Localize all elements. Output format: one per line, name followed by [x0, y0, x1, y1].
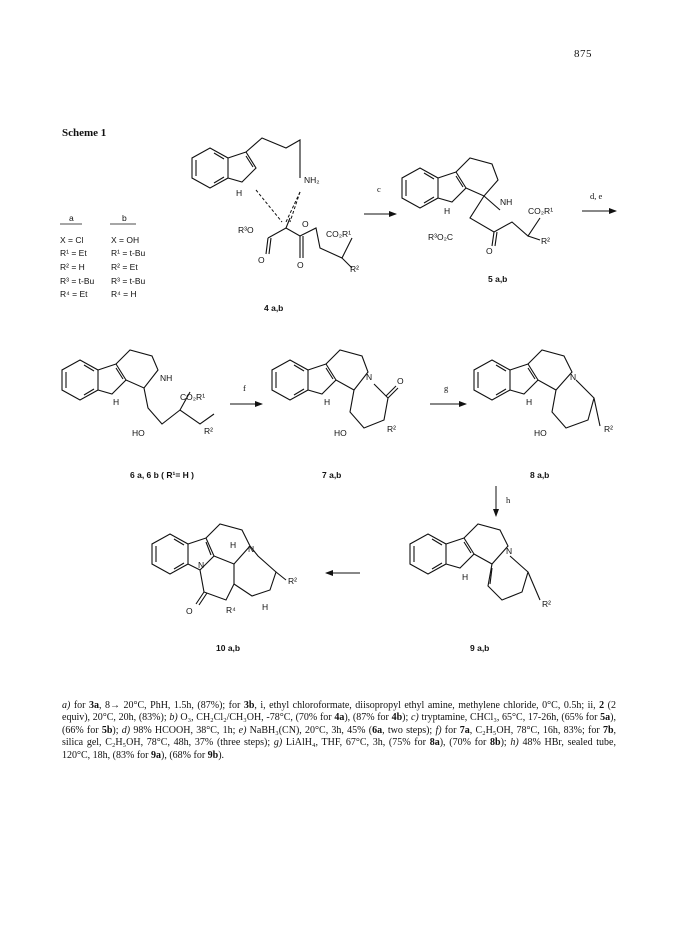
compound-6-label: 6 a, 6 b ( R¹= H ) — [130, 470, 194, 480]
c4-co2r1: CO₂R¹ — [326, 229, 352, 239]
c4-o2: O — [258, 255, 265, 265]
compound-8-label: 8 a,b — [530, 470, 550, 480]
c6-r2: R² — [204, 426, 213, 436]
legend-a-3: R³ = t-Bu — [60, 276, 95, 286]
c10-h-top: H — [230, 540, 237, 550]
c5-nh: NH — [500, 197, 513, 207]
c4-o1: O — [302, 219, 309, 229]
legend-b-1: R¹ = t-Bu — [111, 248, 146, 258]
c10-n: N — [248, 544, 255, 554]
c7-h: H — [324, 397, 331, 407]
c4-r2: R² — [350, 264, 359, 274]
legend-a-1: R¹ = Et — [60, 248, 87, 258]
c7-n: N — [366, 372, 373, 382]
arrow-de-label: d, e — [590, 191, 603, 201]
c5-co2r1: CO₂R¹ — [528, 206, 554, 216]
arrow-c-label: c — [377, 184, 381, 194]
c8-n: N — [570, 372, 577, 382]
c7-o: O — [397, 376, 404, 386]
c5-r3o2c: R³O₂C — [428, 232, 454, 242]
c8-r2: R² — [604, 424, 613, 434]
reaction-conditions-footnote: a) for 3a, 8→ 20°C, PhH, 1.5h, (87%); for 3b, i, ethyl chloroformate, diisopropyl ethyl amine, methylene chloride, 0°C, 0.5h; ii, 2 (2 equiv), 20°C, 20h, (83%); b) O₃, CH₂Cl₂/CH₃OH, -78°C, (70% for 4a), (87% for 4b); c) tryptamine, CHCl₃, 65°C, 17-26h, (65% for 5a), (66% for 5b); d) 98% HCOOH, 38°C, 1h; e) NaBH₃(CN), 20°C, 3h, 45% (6a, two steps); f) for 7a, C₂H₅OH, 78°C, 16h, 83%; for 7b, silica gel, C₂H₅OH, 78°C, 48h, 37% (three steps); g) LiAlH₄, THF, 67°C, 3h, (75% for 8a), (70% for 8b); h) 48% HBr, sealed tube, 120°C, 18h, (83% for 9a), (68% for 9b). — [62, 700, 617, 761]
c9-r2: R² — [542, 599, 551, 609]
c10-o: O — [186, 606, 193, 616]
c10-r4: R⁴ — [226, 605, 236, 615]
c4-r3o: R³O — [238, 225, 254, 235]
compound-9-structure — [410, 524, 540, 600]
compound-10-structure — [152, 524, 286, 605]
legend-a-0: X = Cl — [60, 235, 84, 245]
compound-10-label: 10 a,b — [216, 643, 241, 653]
legend-col-b-header: b — [122, 213, 127, 223]
c5-r2: R² — [541, 236, 550, 246]
legend-a-4: R⁴ = Et — [60, 289, 88, 299]
page-number: 875 — [574, 48, 592, 60]
c5-o: O — [486, 246, 493, 256]
c4-nh2: NH₂ — [304, 175, 320, 185]
legend-b-2: R² = Et — [111, 262, 138, 272]
c4-h: H — [236, 188, 243, 198]
legend-b-4: R⁴ = H — [111, 289, 137, 299]
compound-7-structure — [272, 350, 398, 428]
compound-5-structure — [402, 158, 540, 246]
compound-7-label: 7 a,b — [322, 470, 342, 480]
c4-o3: O — [297, 260, 304, 270]
c10-h-bottom: H — [262, 602, 269, 612]
compound-9-label: 9 a,b — [470, 643, 490, 653]
compound-4-label: 4 a,b — [264, 303, 284, 313]
legend-b-0: X = OH — [111, 235, 140, 245]
c6-nh: NH — [160, 373, 173, 383]
c6-ho: HO — [132, 428, 145, 438]
legend-col-a-header: a — [69, 213, 74, 223]
c8-h: H — [526, 397, 533, 407]
c10-n2: N — [198, 560, 205, 570]
compound-6-structure — [62, 350, 214, 424]
c6-co2r1: CO₂R¹ — [180, 392, 206, 402]
c8-ho: HO — [534, 428, 547, 438]
c9-n: N — [506, 546, 513, 556]
legend-b-3: R³ = t-Bu — [111, 276, 146, 286]
compound-4-structure — [192, 138, 352, 268]
c7-r2: R² — [387, 424, 396, 434]
c6-h: H — [113, 397, 120, 407]
compound-8-structure — [474, 350, 600, 428]
c7-ho: HO — [334, 428, 347, 438]
legend-a-2: R² = H — [60, 262, 85, 272]
scheme-title: Scheme 1 — [62, 127, 107, 139]
compound-5-label: 5 a,b — [488, 274, 508, 284]
c5-h: H — [444, 206, 451, 216]
arrow-f-label: f — [243, 383, 246, 393]
c10-r2: R² — [288, 576, 297, 586]
arrow-h-label: h — [506, 495, 511, 505]
substituent-legend — [60, 213, 146, 299]
arrow-g-label: g — [444, 383, 449, 393]
c9-h: H — [462, 572, 469, 582]
